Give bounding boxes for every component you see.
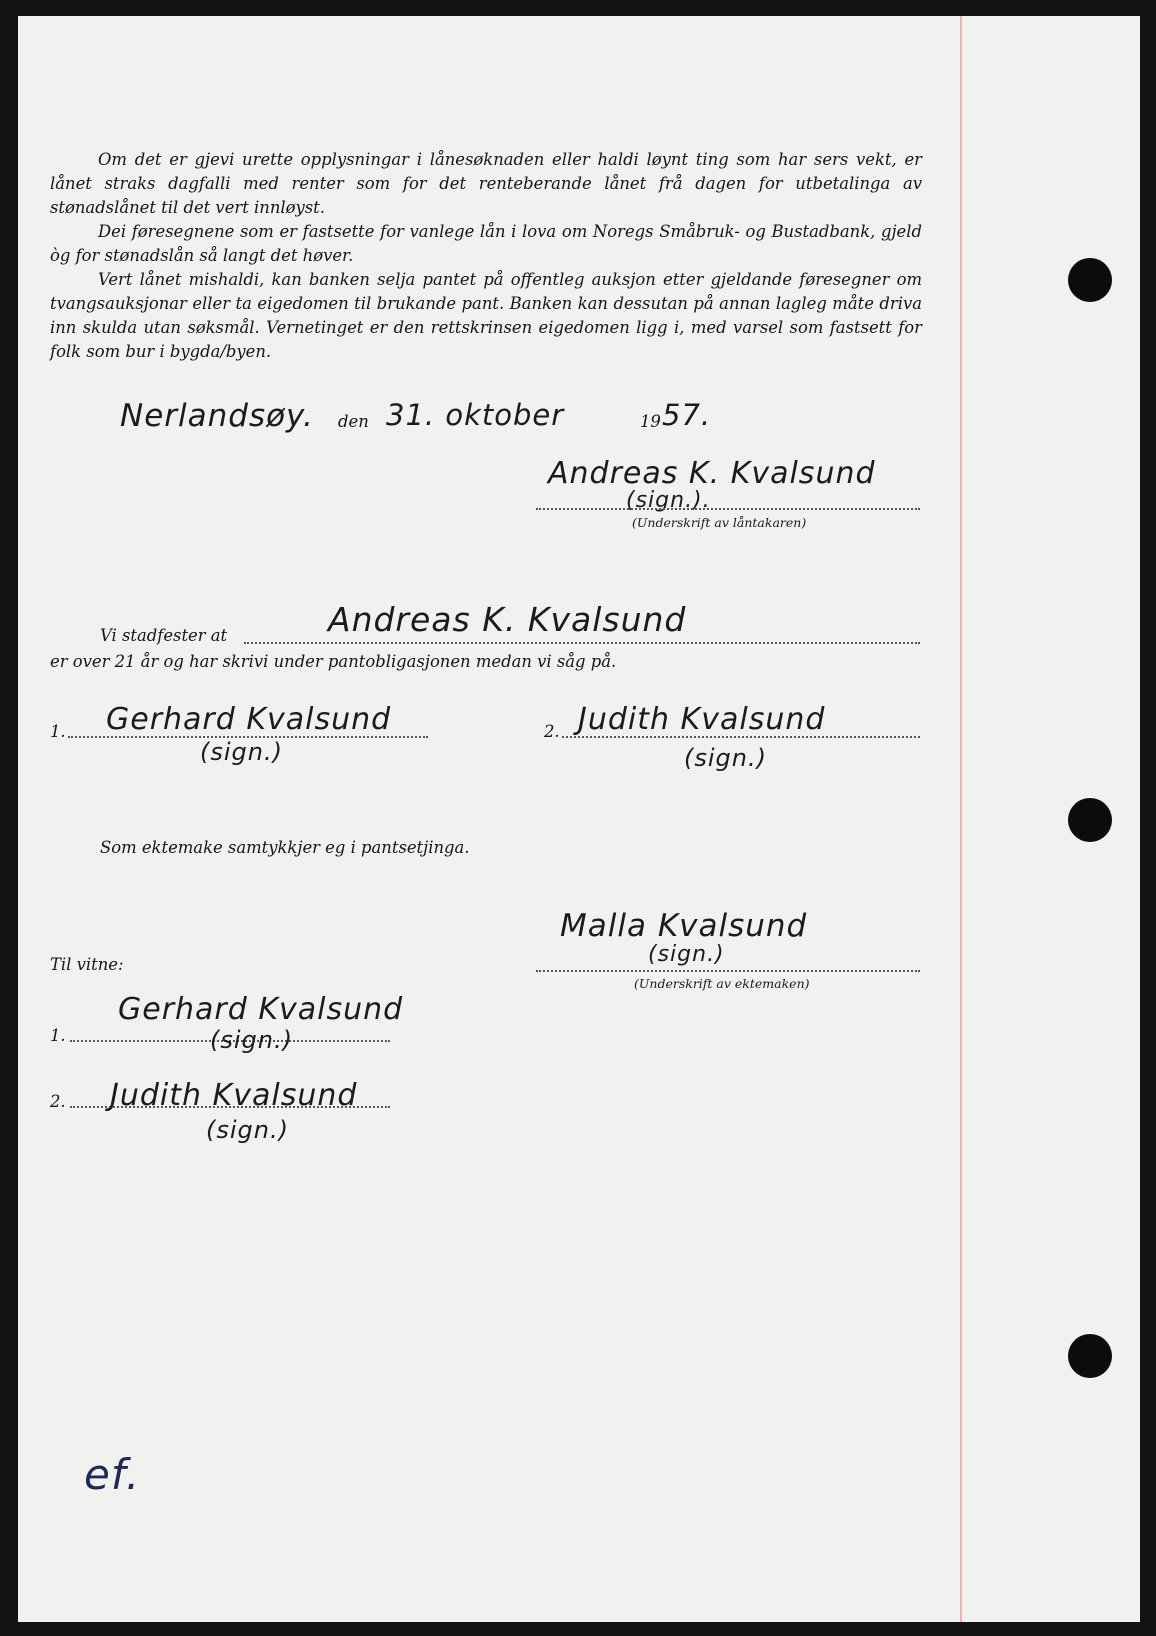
witness-sign-note: (sign.) [200, 738, 283, 766]
witness-number: 2. [544, 722, 560, 741]
punch-hole [1068, 1334, 1112, 1378]
punch-hole [1068, 798, 1112, 842]
witness-signature: Gerhard Kvalsund [118, 992, 404, 1027]
witness-sign-note: (sign.) [206, 1116, 289, 1144]
place-handwritten: Nerlandsøy. [120, 398, 314, 434]
spouse-caption: (Underskrift av ektemaken) [634, 976, 810, 991]
witness-sign-note: (sign.) [684, 744, 767, 772]
date-handwritten: 31. oktober [386, 398, 565, 432]
borrower-caption: (Underskrift av låntakaren) [632, 515, 807, 530]
witness-number: 2. [50, 1092, 66, 1111]
til-vitne-label: Til vitne: [50, 955, 124, 974]
punch-hole [1068, 258, 1112, 302]
witness-sign-note: (sign.) [210, 1026, 293, 1054]
signature-line [536, 970, 920, 972]
initials-handwritten: ef. [84, 1450, 141, 1499]
spouse-signature: Malla Kvalsund [560, 908, 808, 944]
den-label: den [338, 412, 369, 431]
year-handwritten: 57. [662, 398, 712, 432]
witness-number: 1. [50, 722, 66, 741]
terms-paragraph: Vert lånet mishaldi, kan banken selja pantet på offentleg auksjon etter gjeldande føresegner om tvangsauksjonar eller ta eigedomen til brukande pant. Banken kan dessutan på annan lagleg måte driva inn skulda utan søksmål. Vernetinget er den rettskrinsen eigedomen ligg i, med varsel som fastsett for folk som bur i bygda/byen. [50, 270, 922, 361]
witness-signature: Judith Kvalsund [578, 702, 826, 737]
witness-signature: Gerhard Kvalsund [106, 702, 392, 737]
confirmation-label: Vi stadfester at [100, 626, 228, 645]
terms-text [50, 148, 922, 364]
witness-number: 1. [50, 1026, 66, 1045]
spouse-sign-note: (sign.) [648, 942, 725, 967]
confirmed-name: Andreas K. Kvalsund [328, 600, 687, 639]
signature-line [536, 508, 920, 510]
year-prefix: 19 [640, 412, 661, 431]
borrower-sign-note: (sign.). [626, 488, 711, 513]
borrower-signature: Andreas K. Kvalsund [548, 456, 876, 491]
terms-paragraph: Om det er gjevi urette opplysningar i lånesøknaden eller haldi løynt ting som har sers vekt, er lånet straks dagfalli med renter som for det renteberande lånet frå dagen for utbetalinga av stønadslånet til det vert innløyst. [50, 150, 922, 217]
terms-paragraph: Dei føresegnene som er fastsette for vanlege lån i lova om Noregs Småbruk- og Bustadbank, gjeld òg for stønadslån så langt det høver. [50, 222, 922, 265]
margin-rule [960, 16, 962, 1622]
name-line [244, 642, 920, 644]
witness-signature: Judith Kvalsund [110, 1078, 358, 1113]
spouse-consent-text: Som ektemake samtykkjer eg i pantsetjinga. [100, 838, 470, 857]
confirmation-text: er over 21 år og har skrivi under pantobligasjonen medan vi såg på. [50, 652, 617, 671]
